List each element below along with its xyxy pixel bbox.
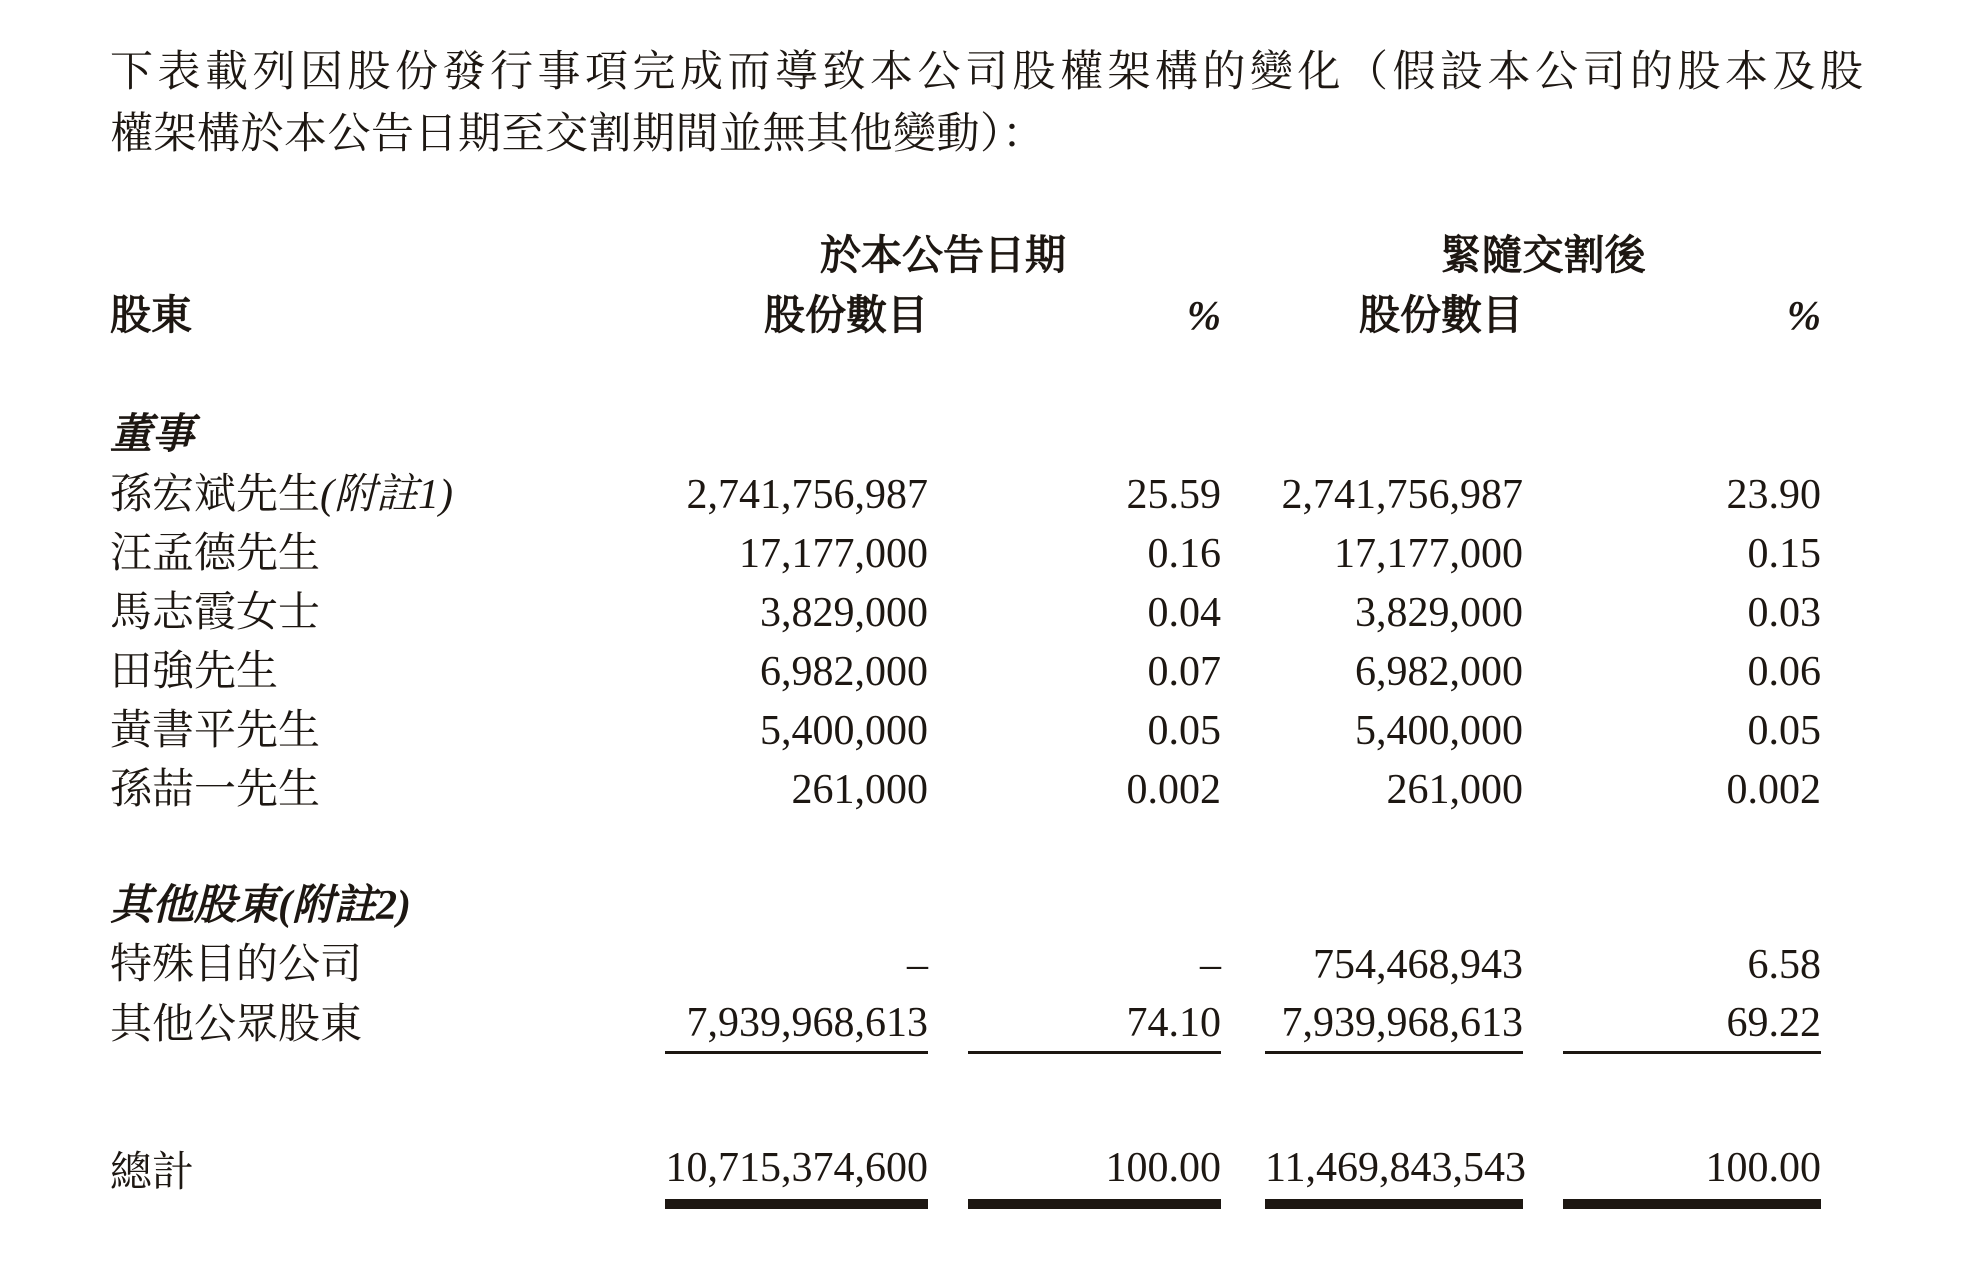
shares-after: 754,468,943 bbox=[1313, 942, 1523, 988]
col-header-shares-after: 股份數目 bbox=[1359, 292, 1523, 338]
shares-after: 2,741,756,987 bbox=[1281, 472, 1523, 518]
section-title-text: 其他股東 bbox=[110, 883, 279, 929]
section-title-text: 董事 bbox=[110, 412, 195, 458]
total-label: 總計 bbox=[110, 1150, 195, 1196]
table-row bbox=[110, 466, 1821, 525]
pct-before: 0.04 bbox=[1147, 590, 1221, 636]
shareholder-name: 其他公眾股東 bbox=[110, 1001, 363, 1048]
pct-after: 0.15 bbox=[1747, 531, 1821, 577]
table-row bbox=[110, 761, 1821, 820]
section-gap bbox=[110, 820, 1821, 876]
total-gap bbox=[110, 1051, 1821, 1137]
total-shares-after: 11,469,843,543 bbox=[1265, 1137, 1523, 1209]
shares-before: 5,400,000 bbox=[760, 708, 928, 754]
shares-after: 7,939,968,613 bbox=[1265, 995, 1523, 1054]
shareholder-name: 黃書平先生 bbox=[110, 708, 321, 754]
pct-after: 69.22 bbox=[1563, 995, 1821, 1054]
shareholder-name: 田強先生 bbox=[110, 649, 279, 695]
table-column-header-row bbox=[110, 290, 1821, 340]
table-row bbox=[110, 936, 1821, 995]
shares-after: 261,000 bbox=[1386, 767, 1523, 813]
shares-after: 3,829,000 bbox=[1355, 590, 1523, 636]
shares-before: 17,177,000 bbox=[739, 531, 928, 577]
col-header-shareholder: 股東 bbox=[110, 292, 192, 338]
pct-before: – bbox=[1200, 942, 1221, 988]
col-header-shares-before: 股份數目 bbox=[764, 292, 928, 338]
section-title-note: (附註2) bbox=[278, 883, 411, 929]
table-group-header-row bbox=[110, 228, 1821, 282]
pct-before: 0.07 bbox=[1147, 649, 1221, 695]
shareholder-name: 特殊目的公司 bbox=[110, 942, 363, 988]
pct-before: 0.05 bbox=[1147, 708, 1221, 754]
pct-before: 74.10 bbox=[968, 995, 1221, 1054]
total-row bbox=[110, 1137, 1821, 1199]
table-row bbox=[110, 702, 1821, 761]
group-header-before-closing: 於本公告日期 bbox=[820, 232, 1066, 278]
group-header-after-closing: 緊隨交割後 bbox=[1440, 232, 1646, 278]
total-pct-before: 100.00 bbox=[968, 1137, 1221, 1209]
table-row bbox=[110, 584, 1821, 643]
total-pct-after: 100.00 bbox=[1563, 1137, 1821, 1209]
shareholder-name: 馬志霞女士 bbox=[110, 590, 321, 636]
shares-before: 3,829,000 bbox=[760, 590, 928, 636]
shares-after: 17,177,000 bbox=[1334, 531, 1523, 577]
shareholder-note: (附註1) bbox=[320, 472, 453, 518]
shares-after: 6,982,000 bbox=[1355, 649, 1523, 695]
intro-line-2: 權架構於本公告日期至交割期間並無其他變動）： bbox=[110, 111, 1046, 158]
pct-after: 0.06 bbox=[1747, 649, 1821, 695]
pct-after: 0.03 bbox=[1747, 590, 1821, 636]
intro-paragraph bbox=[110, 42, 1868, 166]
table-row bbox=[110, 995, 1821, 1051]
pct-after: 6.58 bbox=[1747, 942, 1821, 988]
intro-line-1: 下表載列因股份發行事項完成而導致本公司股權架構的變化（假設本公司的股本及股 bbox=[110, 49, 1868, 96]
total-shares-before: 10,715,374,600 bbox=[665, 1137, 928, 1209]
shares-before: 7,939,968,613 bbox=[665, 995, 928, 1054]
shares-before: 261,000 bbox=[791, 767, 928, 813]
shares-before: 2,741,756,987 bbox=[686, 472, 928, 518]
pct-after: 0.05 bbox=[1747, 708, 1821, 754]
col-header-pct-before: % bbox=[1186, 292, 1221, 338]
shares-after: 5,400,000 bbox=[1355, 708, 1523, 754]
pct-before: 25.59 bbox=[1126, 472, 1221, 518]
table-row bbox=[110, 525, 1821, 584]
table-body bbox=[110, 404, 1821, 1199]
pct-before: 0.16 bbox=[1147, 531, 1221, 577]
pct-after: 0.002 bbox=[1726, 767, 1821, 813]
col-header-pct-after: % bbox=[1786, 292, 1821, 338]
section-title-other-shareholders bbox=[110, 876, 1821, 936]
shareholder-name: 汪孟德先生 bbox=[110, 531, 321, 577]
section-title-directors bbox=[110, 404, 1821, 466]
shareholder-name: 孫宏斌先生(附註1) bbox=[110, 472, 453, 518]
shares-before: 6,982,000 bbox=[760, 649, 928, 695]
pct-before: 0.002 bbox=[1126, 767, 1221, 813]
pct-after: 23.90 bbox=[1726, 472, 1821, 518]
table-row bbox=[110, 643, 1821, 702]
shareholder-name: 孫喆一先生 bbox=[110, 767, 321, 813]
shares-before: – bbox=[907, 942, 928, 988]
